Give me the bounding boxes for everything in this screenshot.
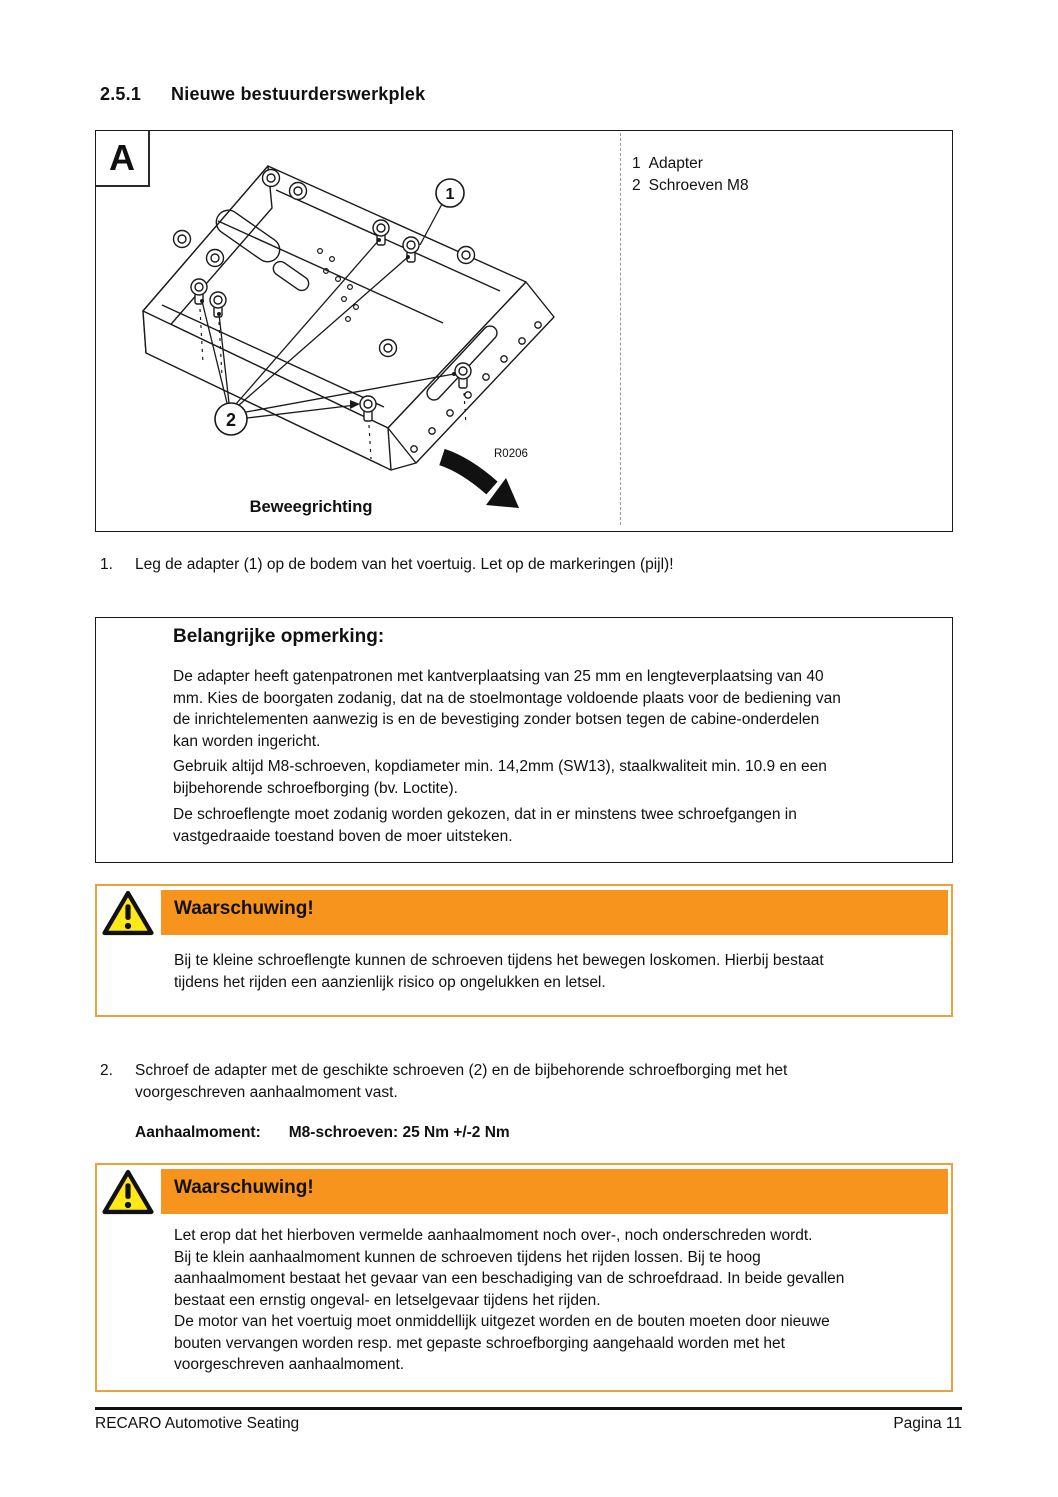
footer	[95, 1415, 962, 1433]
warning-triangle-icon	[102, 889, 154, 942]
note-line: de inrichtelementen aanwezig is en de bevestiging zonder botsen tegen de cabine-onderdelen	[173, 711, 820, 728]
warning-line: bouten vervangen worden resp. met gepaste schroefborging aangehaald worden met het	[174, 1334, 785, 1352]
warning-line: Let erop dat het hierboven vermelde aanhaalmoment noch over-, noch onderschreden wordt.	[174, 1227, 813, 1244]
warning-body	[174, 950, 944, 993]
note-line: mm. Kies de boorgaten zodanig, dat na de stoelmontage voldoende plaats voor de bediening van	[173, 689, 841, 707]
note-title: Belangrijke opmerking:	[173, 626, 385, 647]
figure-panel-label: A	[96, 131, 150, 187]
warning-title: Waarschuwing!	[174, 898, 314, 919]
note-line: De schroeflengte moet zodanig worden gekozen, dat in er minstens twee schroefgangen in	[173, 806, 797, 823]
legend-label: Schroeven M8	[648, 177, 749, 194]
warning-line: bestaat een ernstig ongeval- en letselgevaar tijdens het rijden.	[174, 1291, 601, 1309]
note-line: kan worden ingericht.	[173, 732, 321, 750]
legend-key: 2	[632, 177, 641, 194]
legend-item-adapter	[632, 153, 749, 175]
torque-label: Aanhaalmoment:	[135, 1124, 261, 1141]
step-2	[100, 1060, 930, 1103]
footer-page-number: Pagina 11	[893, 1415, 962, 1432]
note-paragraph-1	[173, 666, 943, 752]
warning-line: Bij te klein aanhaalmoment kunnen de schroeven tijdens het rijden lossen. Bij te hoog	[174, 1248, 761, 1266]
legend-key: 1	[632, 155, 641, 172]
section-heading	[100, 84, 425, 105]
note-paragraph-3	[173, 804, 943, 847]
figure-ref-code: R0206	[494, 448, 528, 460]
warning-box-2	[95, 1163, 953, 1392]
warning-line: voorgeschreven aanhaalmoment.	[174, 1356, 405, 1373]
warning-line: De motor van het voertuig moet onmiddellijk uitgezet worden en de bouten moeten door nieuwe	[174, 1313, 830, 1330]
figure-legend	[632, 153, 749, 197]
torque-spec	[135, 1124, 510, 1142]
callout-2-label: 2	[225, 410, 237, 430]
step-1-number: 1.	[100, 556, 113, 573]
figure-box	[95, 130, 953, 532]
warning-triangle-icon	[102, 1168, 154, 1221]
note-paragraph-2	[173, 756, 943, 799]
legend-label: Adapter	[648, 155, 703, 172]
callout-1-label: 1	[445, 186, 455, 203]
torque-value: M8-schroeven: 25 Nm +/-2 Nm	[288, 1124, 510, 1141]
movement-direction-label: Beweegrichting	[249, 498, 373, 516]
note-line: De adapter heeft gatenpatronen met kantverplaatsing van 25 mm en lengteverplaatsing van 40	[173, 668, 824, 685]
section-title: Nieuwe bestuurderswerkplek	[171, 84, 426, 104]
note-line: bijbehorende schroefborging (bv. Loctite).	[173, 779, 458, 797]
step-2-number: 2.	[100, 1062, 113, 1079]
step-1	[100, 554, 930, 576]
figure-legend-divider	[620, 133, 621, 525]
warning-box-1	[95, 884, 953, 1017]
legend-item-schroeven	[632, 175, 749, 197]
adapter-technical-drawing	[98, 133, 623, 531]
warning-line: aanhaalmoment bestaat het gevaar van een beschadiging van de schroefdraad. In beide gevallen	[174, 1270, 845, 1287]
footer-rule	[95, 1407, 962, 1410]
note-line: vastgedraaide toestand boven de moer uitsteken.	[173, 827, 513, 845]
footer-company: RECARO Automotive Seating	[95, 1415, 300, 1432]
step-1-text: Leg de adapter (1) op de bodem van het voertuig. Let op de markeringen (pijl)!	[135, 556, 674, 573]
warning-line: Bij te kleine schroeflengte kunnen de schroeven tijdens het bewegen loskomen. Hierbij bestaat	[174, 952, 824, 969]
warning-line: tijdens het rijden een aanzienlijk risico op ongelukken en letsel.	[174, 973, 606, 991]
step-2-line: voorgeschreven aanhaalmoment vast.	[135, 1083, 398, 1101]
section-number: 2.5.1	[100, 84, 142, 104]
note-line: Gebruik altijd M8-schroeven, kopdiameter min. 14,2mm (SW13), staalkwaliteit min. 10.9 en een	[173, 758, 827, 775]
step-2-text	[135, 1060, 787, 1103]
warning-title: Waarschuwing!	[174, 1177, 314, 1198]
movement-direction-arrow	[442, 457, 519, 508]
step-2-line: Schroef de adapter met de geschikte schroeven (2) en de bijbehorende schroefborging met het	[135, 1062, 788, 1079]
important-note-box	[95, 617, 953, 863]
warning-body	[174, 1225, 944, 1376]
